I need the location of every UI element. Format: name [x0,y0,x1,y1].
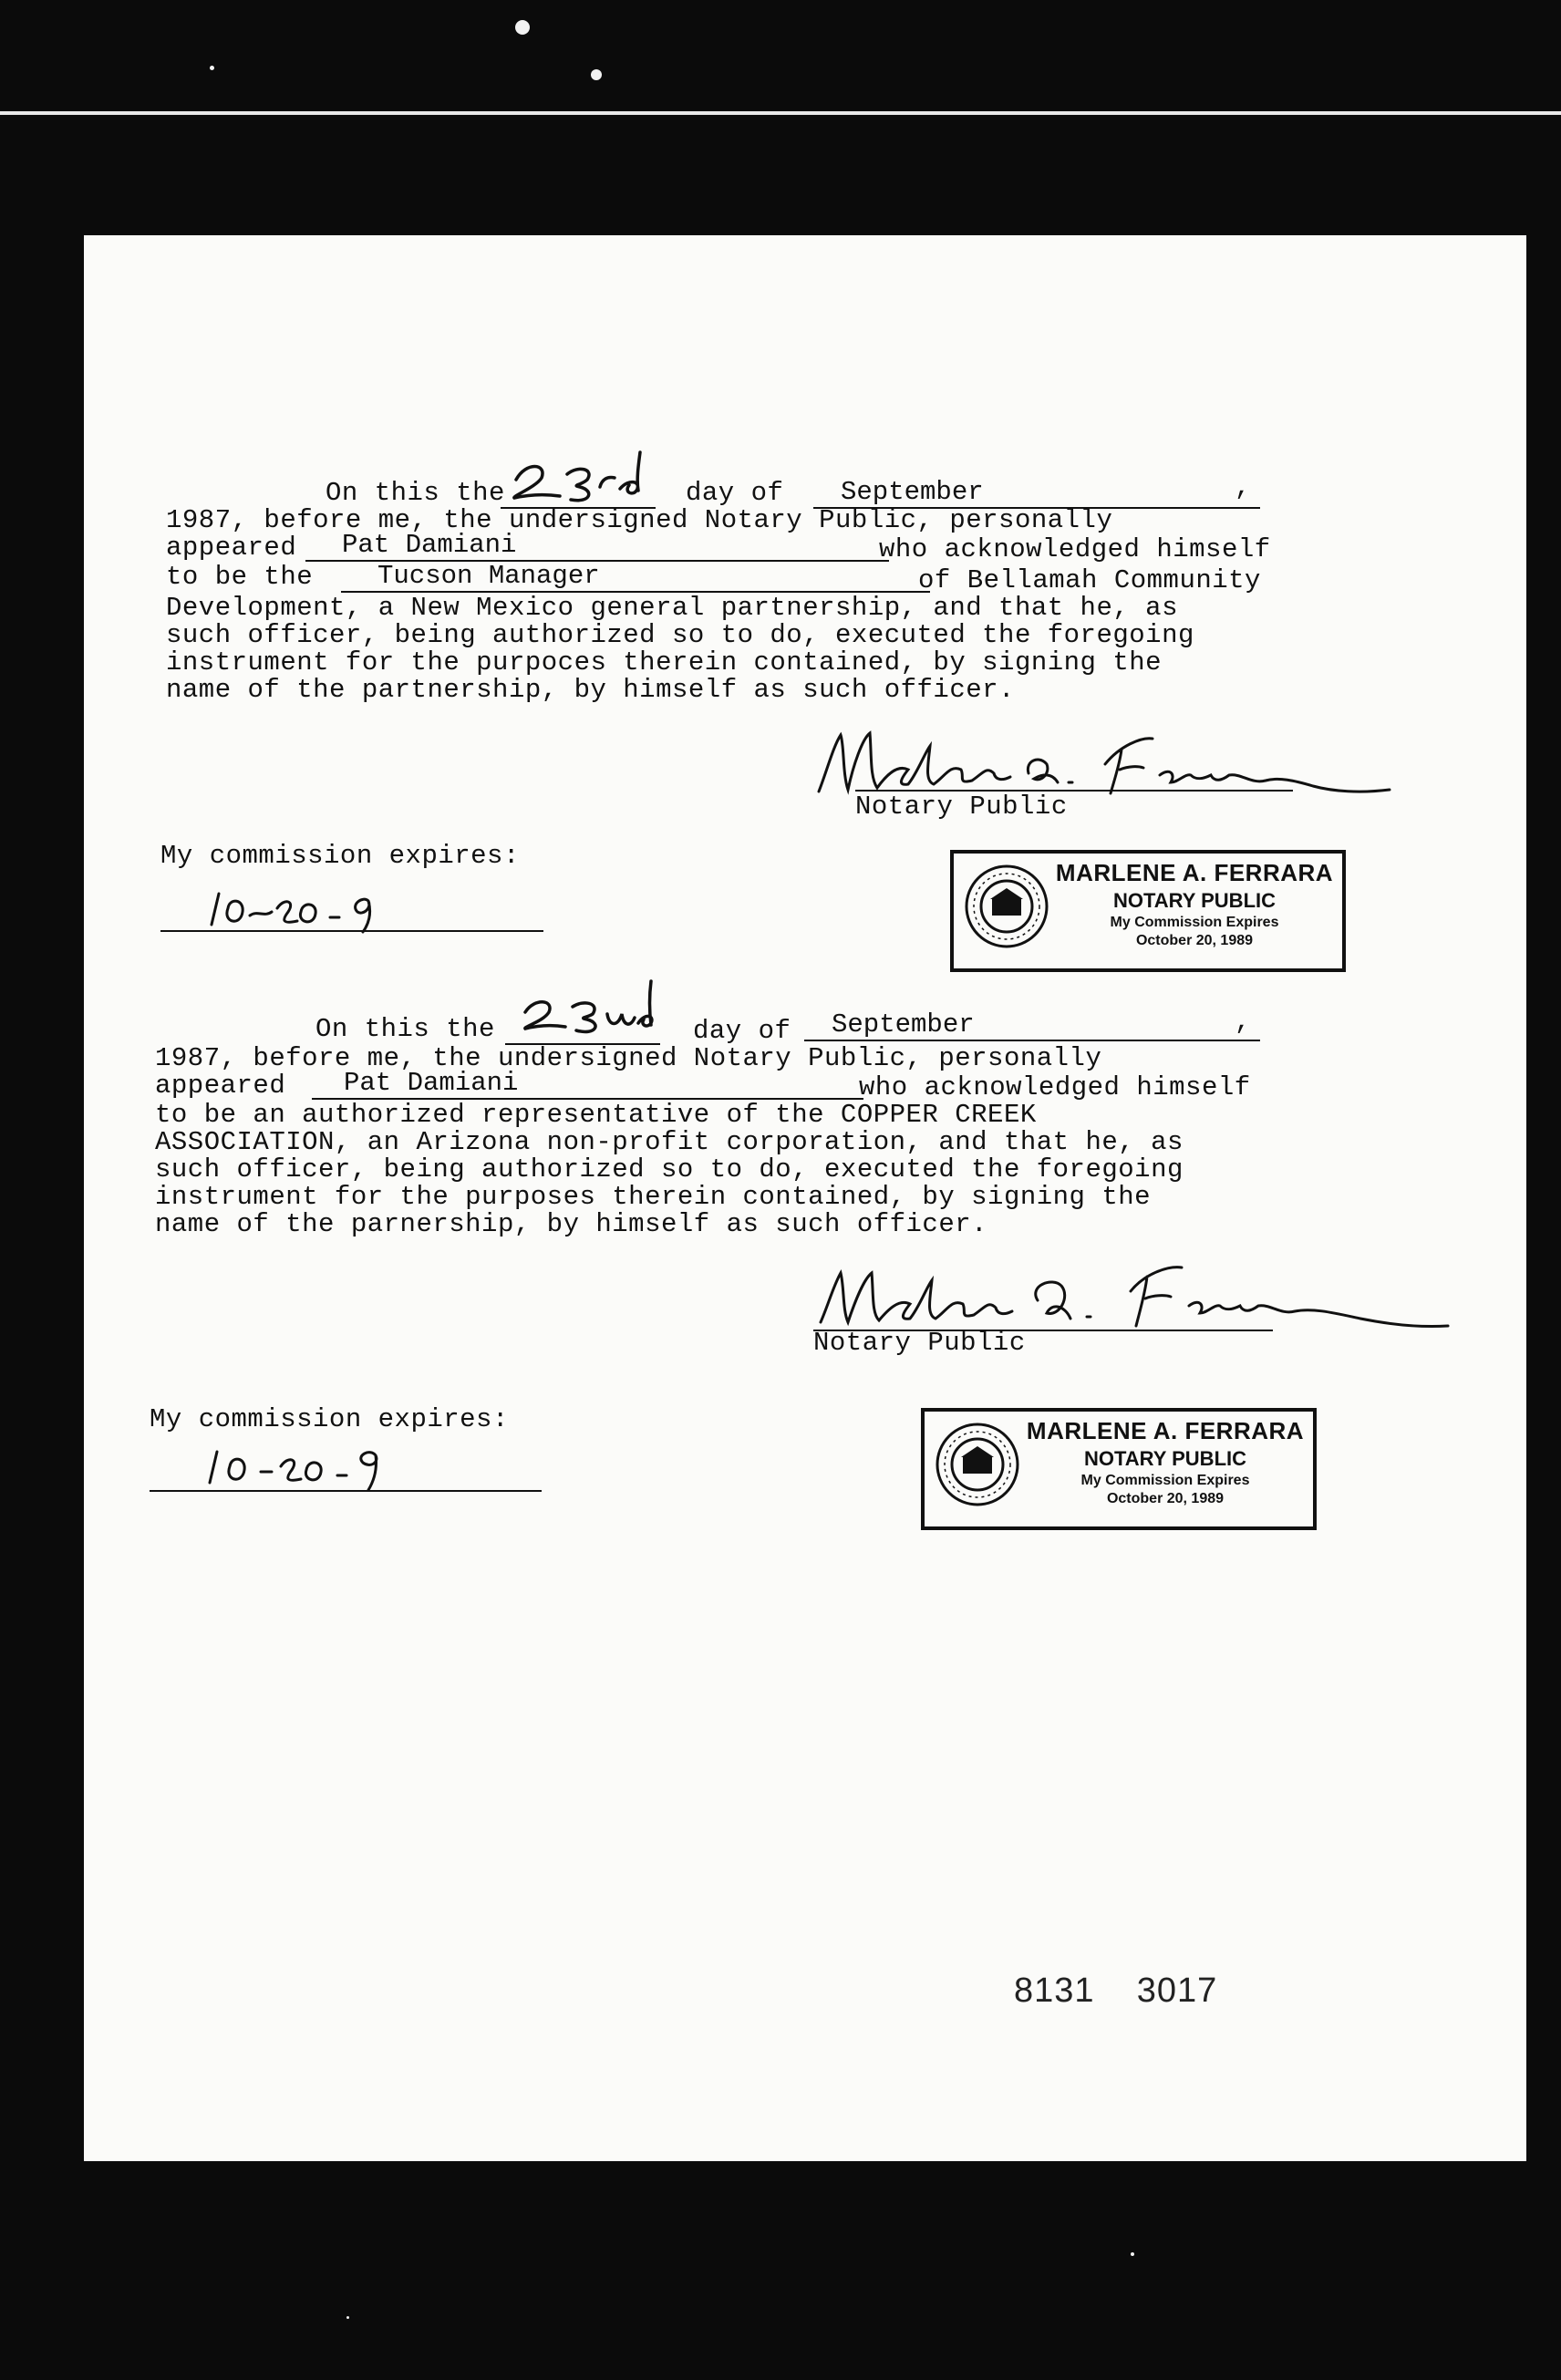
block1-signature-label: Notary Public [855,792,1068,822]
block1-line-6: such officer, being authorized so to do, executed the foregoing [166,620,1194,650]
block2-line-2: 1987, before me, the undersigned Notary Public, personally [155,1043,1102,1073]
scan-speck [591,69,602,80]
block1-signature-line [855,762,1293,792]
block2-line-3b: who acknowledged himself [859,1072,1251,1102]
block1-line-5: Development, a New Mexico general partnership, and that he, as [166,593,1178,623]
block1-day-handwritten [503,434,658,502]
block1-title-blank: Tucson Manager [341,564,930,593]
block1-line-1b: day of [686,478,784,508]
stamp-name: MARLENE A. FERRARA [1055,859,1334,886]
stamp-title: NOTARY PUBLIC [1112,889,1277,912]
scan-speck [210,66,214,70]
stamp-expires: My Commission Expires [1110,915,1279,930]
block1-month-blank: September [813,480,1260,509]
block2-month-blank: September [804,1012,1260,1041]
notary-seal-icon [963,863,1050,950]
block2-day-handwritten [512,967,667,1035]
stamp-date: October 20, 1989 [1106,1491,1225,1506]
stamp-name: MARLENE A. FERRARA [1026,1417,1305,1444]
block1-line-4b: of Bellamah Community [918,565,1261,595]
stamp-expires: My Commission Expires [1080,1473,1250,1488]
block2-line-7: instrument for the purposes therein contained, by signing the [155,1182,1152,1212]
block2-line-1a: On this the [315,1014,495,1044]
scan-speck [346,2316,349,2319]
block1-line-3b: who acknowledged himself [879,534,1271,564]
block1-name-blank: Pat Damiani [305,533,889,562]
block2-line-3a: appeared [155,1071,286,1101]
block2-line-6: such officer, being authorized so to do, executed the foregoing [155,1154,1184,1185]
block1-commission-label: My commission expires: [160,841,520,871]
block2-line-4: to be an authorized representative of the COPPER CREEK [155,1100,1037,1130]
block2-line-1b: day of [693,1016,791,1046]
stamp-date: October 20, 1989 [1135,933,1254,948]
notary-stamp-2 [921,1408,1317,1530]
scan-speck [515,20,530,35]
comma: , [1235,472,1251,502]
block2-line-5: ASSOCIATION, an Arizona non-profit corporation, and that he, as [155,1127,1184,1157]
block2-name-blank: Pat Damiani [312,1071,863,1100]
document-page [84,235,1526,2161]
block2-signature-label: Notary Public [813,1328,1026,1358]
block1-commission-line [160,903,543,932]
comma: , [1235,1007,1251,1037]
block1-line-3a: appeared [166,533,297,563]
notary-seal-icon [934,1421,1021,1508]
block2-commission-label: My commission expires: [150,1404,509,1434]
block2-line-8: name of the parnership, by himself as such officer. [155,1209,988,1239]
block2-commission-line [150,1463,542,1492]
block1-line-8: name of the partnership, by himself as such officer. [166,675,1015,705]
block1-line-2: 1987, before me, the undersigned Notary Public, personally [166,505,1113,535]
scan-edge-line [0,111,1561,115]
block1-line-7: instrument for the purpoces therein contained, by signing the [166,647,1163,678]
document-number: 8131 3017 [1014,1971,1218,2010]
scan-speck [1131,2252,1134,2256]
block1-line-4a: to be the [166,562,314,592]
stamp-title: NOTARY PUBLIC [1083,1447,1247,1470]
notary-stamp-1 [950,850,1346,972]
block1-line-1a: On this the [326,478,505,508]
